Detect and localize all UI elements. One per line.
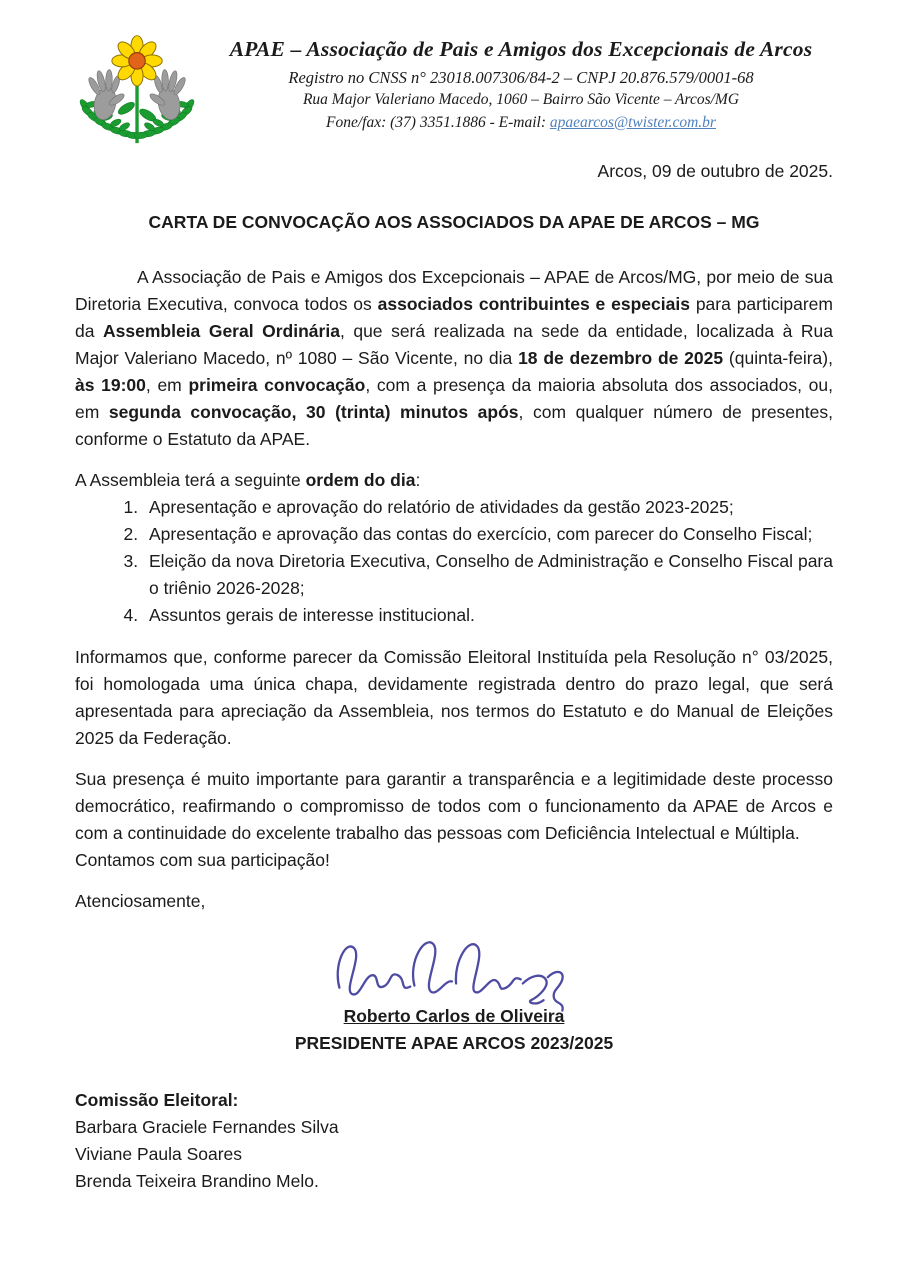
text-segment: às 19:00: [75, 375, 146, 395]
letter-title: CARTA DE CONVOCAÇÃO AOS ASSOCIADOS DA APAE DE ARCOS – MG: [148, 212, 760, 232]
text-segment: (quinta-feira),: [723, 348, 833, 368]
agenda-item: 1. Apresentação e aprovação do relatório de atividades da gestão 2023-2025;: [143, 494, 833, 521]
email-link[interactable]: apaearcos@twister.com.br: [549, 113, 716, 131]
agenda-intro: [75, 467, 833, 494]
commission-member: Viviane Paula Soares: [75, 1144, 243, 1164]
text-segment: para participarem da: [75, 294, 833, 341]
org-name: APAE – Associação de Pais e Amigos dos Excepcionais de Arcos: [229, 37, 813, 61]
signature-block: [75, 929, 833, 1057]
letterhead: [75, 26, 833, 148]
text-segment: , que será realizada na sede da entidade, localizada à Rua Major Valeriano Macedo, nº 1080 – São Vicente, no dia: [75, 321, 834, 368]
commission-member: Barbara Graciele Fernandes Silva: [75, 1117, 339, 1137]
date-line: Arcos, 09 de outubro de 2025.: [597, 161, 833, 181]
closing-salutation: Atenciosamente,: [75, 891, 206, 911]
org-address: Rua Major Valeriano Macedo, 1060 – Bairro São Vicente – Arcos/MG: [302, 91, 740, 109]
commission-member: Brenda Teixeira Brandino Melo.: [75, 1171, 319, 1191]
text-segment: :: [415, 470, 421, 490]
commission-section: [75, 1087, 833, 1195]
text-segment: , com qualquer número de presentes, conforme o Estatuto da APAE.: [75, 402, 833, 449]
logo-flower: [112, 36, 162, 86]
org-registry: Registro no CNSS n° 23018.007306/84-2 – CNPJ 20.876.579/0001-68: [288, 67, 754, 87]
text-segment: A Associação de Pais e Amigos dos Excepcionais – APAE de Arcos/MG, por meio de sua Diretoria Executiva, convoca todos os: [75, 267, 833, 314]
text-segment: , em: [145, 375, 189, 395]
text-segment: 18 de dezembro de 2025: [518, 348, 724, 368]
letterhead-text: [209, 26, 833, 133]
agenda-item: 4. Assuntos gerais de interesse institucional.: [143, 602, 833, 629]
agenda-list: [75, 494, 833, 629]
org-contact-line: [209, 113, 833, 133]
agenda-item: 3. Eleição da nova Diretoria Executiva, Conselho de Administração e Conselho Fiscal para o triênio 2026-2028;: [143, 548, 833, 602]
signer-name: Roberto Carlos de Oliveira: [343, 1006, 565, 1026]
text-segment: Assembleia Geral Ordinária: [103, 321, 340, 341]
text-segment: segunda convocação, 30 (trinta) minutos após: [108, 402, 519, 422]
signer-role: PRESIDENTE APAE ARCOS 2023/2025: [294, 1033, 614, 1053]
text-segment: , com a presença da maioria absoluta dos associados, ou, em: [75, 375, 833, 422]
participation-line: Contamos com sua participação!: [75, 850, 330, 870]
text-segment: associados contribuintes e especiais: [377, 294, 690, 314]
apae-logo-icon: [75, 26, 203, 148]
text-segment: primeira convocação: [188, 375, 366, 395]
text-segment: ordem do dia: [305, 470, 416, 490]
chapa-paragraph: Informamos que, conforme parecer da Comissão Eleitoral Instituída pela Resolução n° 03/2025, foi homologada uma única chapa, devidamente registrada dentro do prazo legal, que será apresentada para apreciação da Assembleia, nos termos do Estatuto e do Manual de Eleições 2025 da Federação.: [75, 647, 833, 748]
agenda-item: 2. Apresentação e aprovação das contas do exercício, com parecer do Conselho Fiscal;: [143, 521, 833, 548]
handwritten-signature-icon: [329, 929, 579, 1013]
importance-paragraph: Sua presença é muito importante para garantir a transparência e a legitimidade deste processo democrático, reafirmando o compromisso de todos com o funcionamento da APAE de Arcos e com a continuidade do excelente trabalho das pessoas com Deficiência Intelectual e Múltipla.: [75, 769, 833, 843]
commission-heading: Comissão Eleitoral:: [75, 1090, 239, 1110]
org-contact-prefix: Fone/fax: (37) 3351.1886 - E-mail:: [326, 113, 550, 131]
opening-paragraph: [75, 264, 833, 453]
commission-members: [75, 1114, 833, 1195]
text-segment: A Assembleia terá a seguinte: [75, 470, 306, 490]
